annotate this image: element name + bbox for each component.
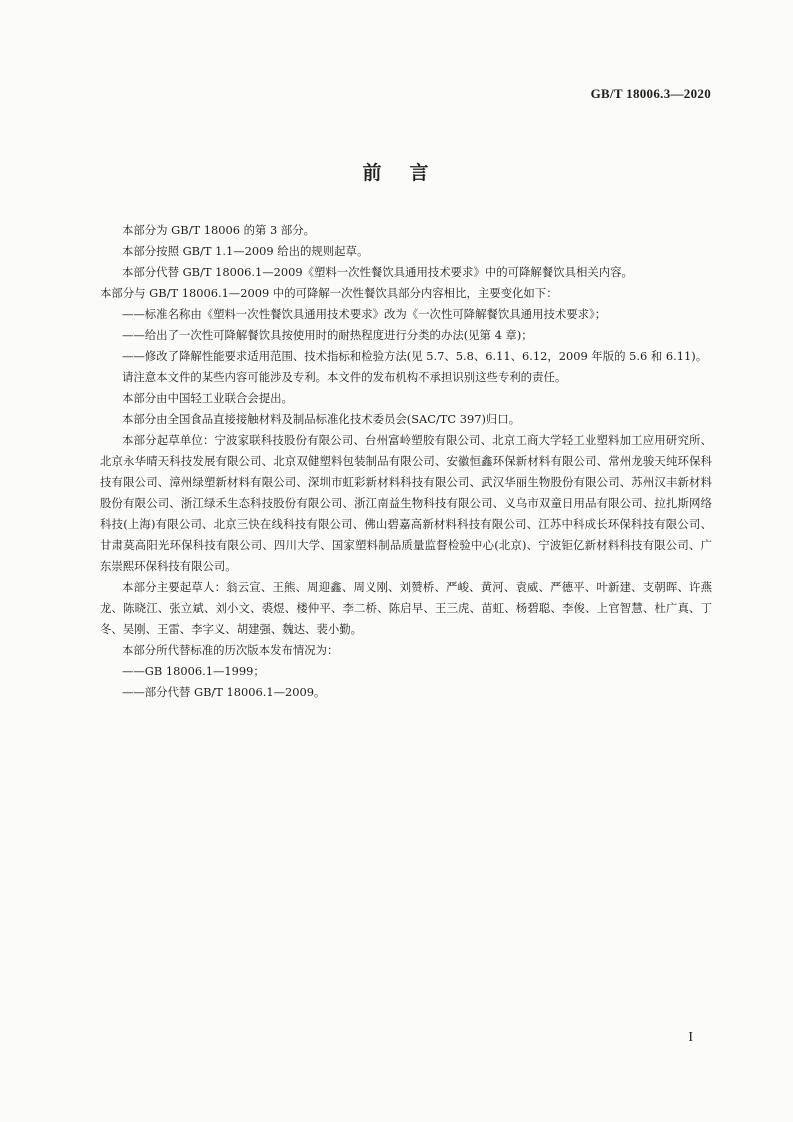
change-item: ——修改了降解性能要求适用范围、技术指标和检验方法(见 5.7、5.8、6.11、6.12，2009 年版的 5.6 和 6.11)。	[122, 349, 708, 363]
change-item: ——标准名称由《塑料一次性餐饮具通用技术要求》改为《一次性可降解餐饮具通用技术要求》；	[122, 307, 607, 321]
paragraph-part-number: 本部分为 GB/T 18006 的第 3 部分。	[122, 223, 316, 237]
page-number: I	[688, 1030, 693, 1045]
history-item: ——部分代替 GB/T 18006.1—2009。	[122, 685, 326, 699]
changes-list	[100, 304, 712, 367]
paragraph-main-changes: 本部分与 GB/T 18006.1—2009 中的可降解一次性餐饮具部分内容相比，主要变化如下：	[100, 286, 558, 300]
standard-code: GB/T 18006.3—2020	[590, 86, 711, 101]
paragraph-proposed-by: 本部分由中国轻工业联合会提出。	[122, 391, 293, 405]
paragraph-replaces: 本部分代替 GB/T 18006.1—2009《塑料一次性餐饮具通用技术要求》中的可降解餐饮具相关内容。	[122, 265, 633, 279]
paragraph-drafters: 本部分主要起草人：翁云宣、王熊、周迎鑫、周义刚、刘赞桥、严峻、黄河、袁威、严德平、叶新建、支朝晖、许燕龙、陈晓江、张立斌、刘小文、裘煜、楼仲平、李二桥、陈启早、王三虎、苗虹、杨碧聪、李俊、上官智慧、杜广真、丁冬、吴刚、王雷、李字义、胡建强、魏达、裴小勤。	[100, 580, 712, 636]
change-item: ——给出了一次性可降解餐饮具按使用时的耐热程度进行分类的办法(见第 4 章)；	[122, 328, 533, 342]
title-char-2: 言	[409, 162, 431, 184]
document-body	[100, 220, 712, 703]
title-char-1: 前	[362, 162, 384, 184]
page-title	[0, 158, 793, 185]
paragraph-patent-notice: 请注意本文件的某些内容可能涉及专利。本文件的发布机构不承担识别这些专利的责任。	[122, 370, 567, 384]
paragraph-under-jurisdiction: 本部分由全国食品直接接触材料及制品标准化技术委员会(SAC/TC 397)归口。	[122, 412, 521, 426]
history-item: ——GB 18006.1—1999；	[122, 664, 265, 678]
paragraph-drafting-rules: 本部分按照 GB/T 1.1—2009 给出的规则起草。	[122, 244, 369, 258]
history-list	[100, 661, 712, 703]
paragraph-version-history: 本部分所代替标准的历次版本发布情况为：	[122, 643, 339, 657]
paragraph-drafting-units: 本部分起草单位：宁波家联科技股份有限公司、台州富岭塑胶有限公司、北京工商大学轻工业塑料加工应用研究所、北京永华晴天科技发展有限公司、北京双健塑料包装制品有限公司、安徽恒鑫环保新材料有限公司、常州龙骏天纯环保科技有限公司、漳州绿塑新材料有限公司、深圳市虹彩新材料科技有限公司、武汉华丽生物股份有限公司、苏州汉丰新材料股份有限公司、浙江绿禾生态科技股份有限公司、浙江南益生物科技有限公司、义乌市双童日用品有限公司、拉扎斯网络科技(上海)有限公司、北京三快在线科技有限公司、佛山碧嘉高新材料科技有限公司、江苏中科成长环保科技有限公司、甘肃莫高阳光环保科技有限公司、四川大学、国家塑料制品质量监督检验中心(北京)、宁波钜亿新材料科技有限公司、广东崇熙环保科技有限公司。	[100, 433, 712, 573]
